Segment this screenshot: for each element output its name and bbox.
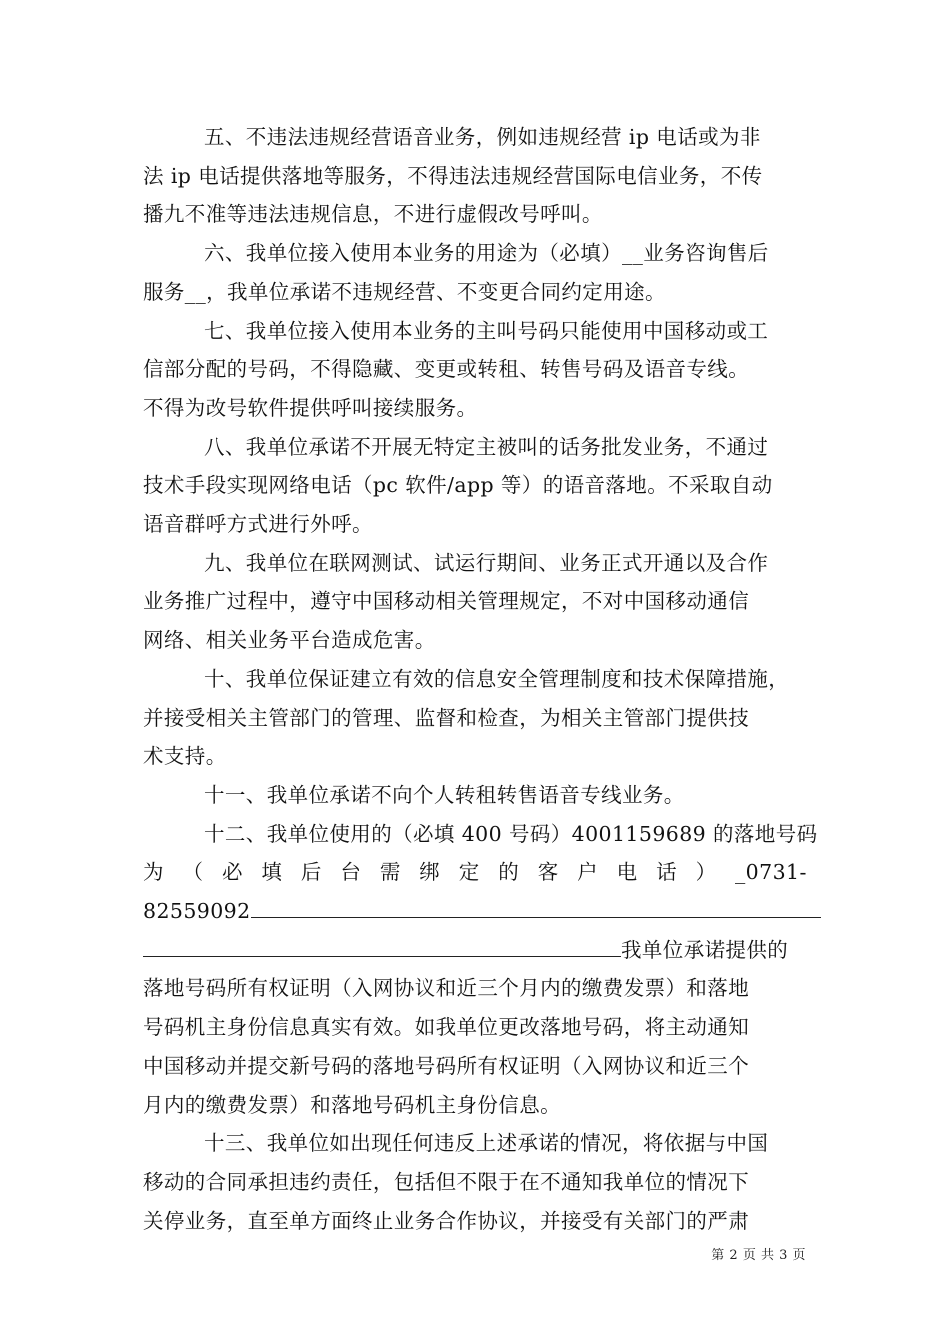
page-footer [0,1244,950,1263]
spread-char: _0731- [735,860,807,885]
paragraph-5 [143,118,807,234]
blank-underline [143,934,621,957]
paragraph-8-line-2: 技术手段实现网络电话（pc 软件/app 等）的语音落地。不采取自动 [143,473,773,498]
paragraph-6-line-1: 六、我单位接入使用本业务的用途为（必填）__业务咨询售后 [204,241,769,266]
spread-char: 电 [616,860,638,885]
paragraph-12-line-4 [143,931,807,970]
paragraph-7-line-3: 不得为改号软件提供呼叫接续服务。 [143,395,478,420]
paragraph-13 [143,1124,807,1240]
paragraph-12-line-7: 中国移动并提交新号码的落地号码所有权证明（入网协议和近三个 [143,1053,750,1078]
paragraph-6 [143,234,807,311]
spread-char: 必 [221,860,243,885]
paragraph-12-line-6: 号码机主身份信息真实有效。如我单位更改落地号码，将主动通知 [143,1015,750,1040]
spread-char: 定 [458,860,480,885]
landline-number: 82559092 [143,899,251,924]
spread-char: 的 [498,860,520,885]
spread-char: 话 [656,860,677,885]
paragraph-8-line-1: 八、我单位承诺不开展无特定主被叫的话务批发业务，不通过 [204,434,769,459]
spread-char: （ [182,860,204,885]
paragraph-12-line-8: 月内的缴费发票）和落地号码机主身份信息。 [143,1092,561,1117]
paragraph-11 [143,776,807,815]
spread-char: 客 [537,860,559,885]
paragraph-10-line-1: 十、我单位保证建立有效的信息安全管理制度和技术保障措施， [204,666,790,691]
paragraph-8-line-3: 语音群呼方式进行外呼。 [143,512,373,537]
paragraph-12-line-1: 十二、我单位使用的（必填 400 号码）4001159689 的落地号码 [204,821,818,846]
paragraph-11-line-1: 十一、我单位承诺不向个人转租转售语音专线业务。 [204,782,685,807]
paragraph-9-line-3: 网络、相关业务平台造成危害。 [143,628,436,653]
spread-char: 需 [379,860,401,885]
spread-char: 后 [300,860,322,885]
paragraph-7-line-1: 七、我单位接入使用本业务的主叫号码只能使用中国移动或工 [204,318,769,343]
paragraph-5-line-1: 五、不违法违规经营语音业务，例如违规经营 ip 电话或为非 [204,125,761,149]
spread-char: 填 [261,860,283,885]
paragraph-10-line-3: 术支持。 [143,744,227,769]
page-number: 第 2 页 共 3 页 [711,1248,806,1263]
spread-char: 绑 [419,860,441,885]
paragraph-12-line-5: 落地号码所有权证明（入网协议和近三个月内的缴费发票）和落地 [143,976,750,1001]
paragraph-8 [143,428,807,544]
paragraph-7 [143,312,807,428]
paragraph-12-line-3 [143,892,807,931]
paragraph-12 [143,815,818,1125]
paragraph-10 [143,660,807,776]
paragraph-9 [143,544,807,660]
paragraph-12-line-4-text: 我单位承诺提供的 [621,937,789,962]
spread-char: 户 [577,860,599,885]
paragraph-9-line-1: 九、我单位在联网测试、试运行期间、业务正式开通以及合作 [204,550,769,575]
spread-char: 台 [340,860,362,885]
paragraph-7-line-2: 信部分配的号码，不得隐藏、变更或转租、转售号码及语音专线。 [143,357,750,382]
spread-char: 为 [143,860,164,885]
paragraph-13-line-3: 关停业务，直至单方面终止业务合作协议，并接受有关部门的严肃 [143,1208,750,1233]
paragraph-9-line-2: 业务推广过程中，遵守中国移动相关管理规定，不对中国移动通信 [143,589,750,614]
paragraph-6-line-2: 服务__，我单位承诺不违规经营、不变更合同约定用途。 [143,279,666,304]
blank-underline [251,895,821,918]
paragraph-13-line-2: 移动的合同承担违约责任，包括但不限于在不通知我单位的情况下 [143,1169,750,1194]
paragraph-5-line-2: 法 ip 电话提供落地等服务，不得违法违规经营国际电信业务，不传 [143,163,763,188]
document-body [143,118,818,1240]
spread-char: ） [695,860,717,885]
paragraph-12-line-2 [143,853,807,892]
paragraph-5-line-3: 播九不准等违法违规信息，不进行虚假改号呼叫。 [143,202,603,227]
paragraph-13-line-1: 十三、我单位如出现任何违反上述承诺的情况，将依据与中国 [204,1131,769,1156]
paragraph-10-line-2: 并接受相关主管部门的管理、监督和检查，为相关主管部门提供技 [143,705,750,730]
